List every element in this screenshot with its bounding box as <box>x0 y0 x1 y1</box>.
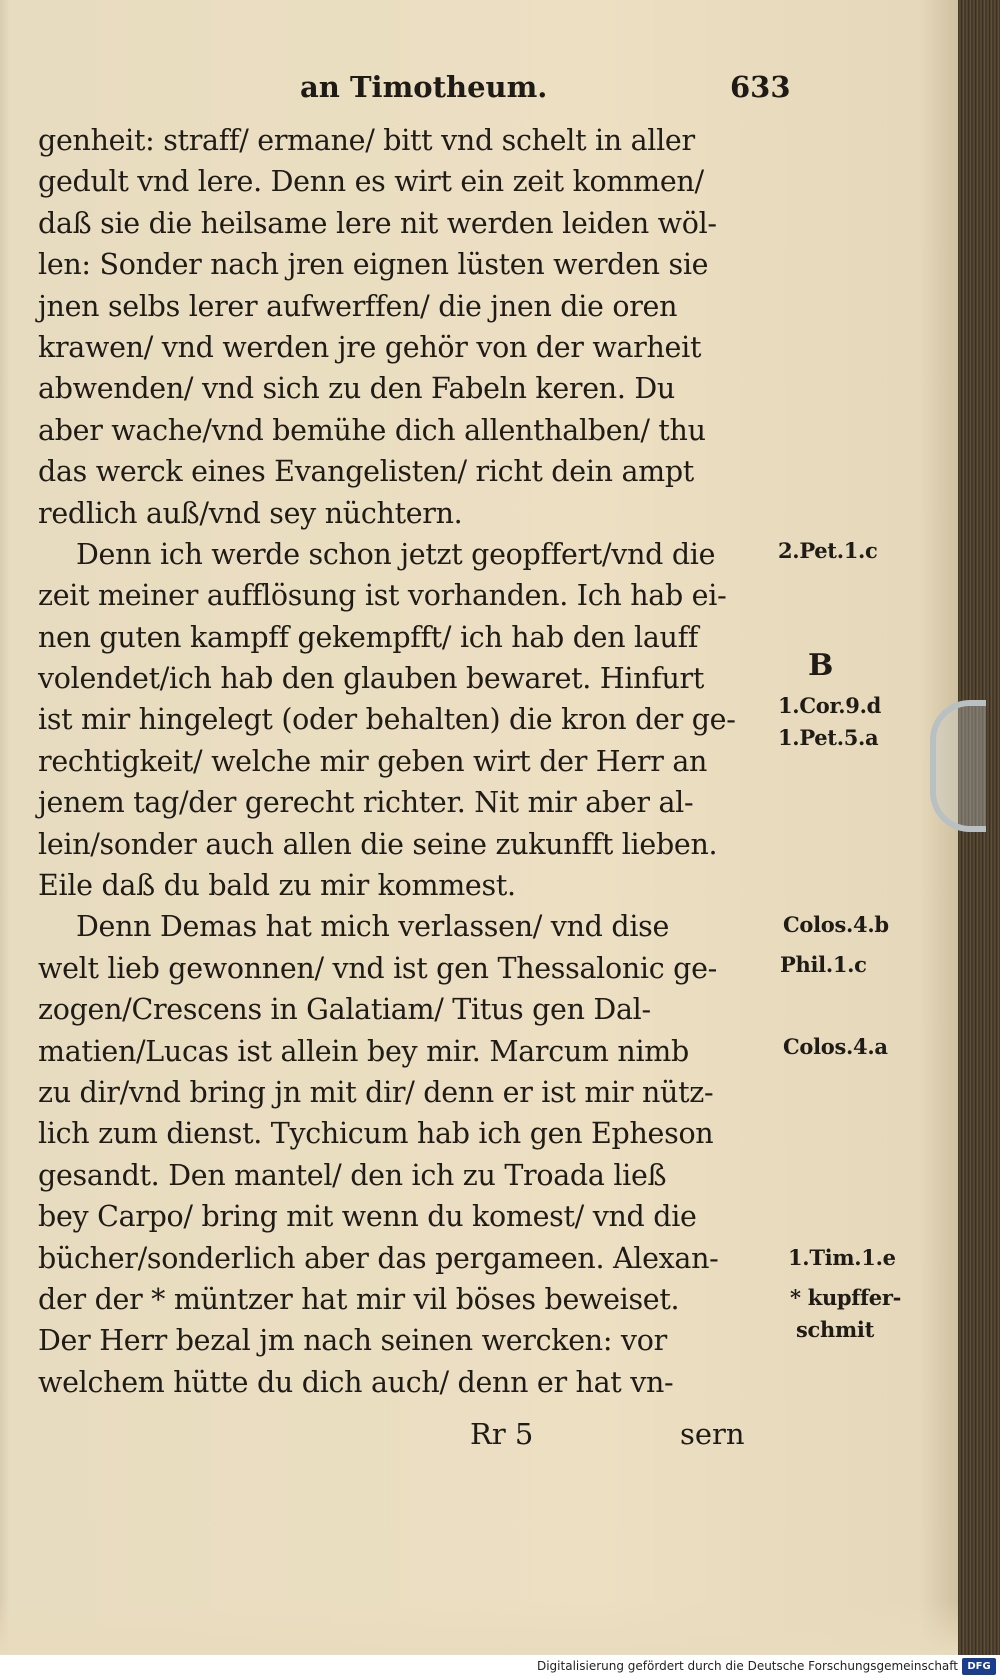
margin-note: Phil.1.c <box>780 952 867 977</box>
text-line: daß sie die heilsame lere nit werden leiden wöl- <box>38 206 717 240</box>
margin-note: B <box>808 648 834 683</box>
text-line: jnen selbs lerer aufwerffen/ die jnen die oren <box>38 289 678 323</box>
text-line: das werck eines Evangelisten/ richt dein ampt <box>38 455 694 489</box>
margin-note: 1.Tim.1.e <box>788 1245 896 1270</box>
margin-note: Colos.4.b <box>783 912 889 937</box>
text-line: Der Herr bezal jm nach seinen wercken: vor <box>38 1324 667 1358</box>
text-line: zu dir/vnd bring jn mit dir/ denn er ist mir nütz- <box>38 1075 714 1109</box>
text-line: welt lieb gewonnen/ vnd ist gen Thessalonic ge- <box>38 951 717 985</box>
text-line: lich zum dienst. Tychicum hab ich gen Epheson <box>38 1117 714 1151</box>
catchline <box>470 1417 760 1461</box>
text-line: ist mir hingelegt (oder behalten) die kron der ge- <box>38 703 736 737</box>
margin-note: 1.Cor.9.d <box>778 693 881 718</box>
text-line: bey Carpo/ bring mit wenn du komest/ vnd die <box>38 1200 697 1234</box>
text-line: len: Sonder nach jren eignen lüsten werden sie <box>38 248 709 282</box>
text-line: lein/sonder auch allen die seine zukunfft lieben. <box>38 827 718 861</box>
margin-note: Colos.4.a <box>783 1034 888 1059</box>
text-line: matien/Lucas ist allein bey mir. Marcum nimb <box>38 1034 689 1068</box>
text-line: abwenden/ vnd sich zu den Fabeln keren. Du <box>38 372 675 406</box>
text-line: redlich auß/vnd sey nüchtern. <box>38 496 463 530</box>
margin-note: * kupffer- <box>790 1285 902 1310</box>
text-line: genheit: straff/ ermane/ bitt vnd schelt in aller <box>38 124 695 157</box>
running-title: an Timotheum. <box>300 70 548 104</box>
text-line: zogen/Crescens in Galatiam/ Titus gen Dal- <box>38 993 651 1027</box>
margin-note: 2.Pet.1.c <box>778 538 878 563</box>
text-line: bücher/sonderlich aber das pergameen. Alexan- <box>38 1241 719 1275</box>
text-line: Eile daß du bald zu mir kommest. <box>38 869 516 903</box>
bottom-margin <box>0 1600 958 1655</box>
paper-clip <box>930 700 986 832</box>
margin-note: schmit <box>796 1317 874 1342</box>
text-line: welchem hütte du dich auch/ denn er hat vn- <box>38 1365 674 1399</box>
body-text <box>38 120 902 1403</box>
text-line: rechtigkeit/ welche mir geben wirt der Herr an <box>38 744 708 778</box>
signature-mark: Rr 5 <box>470 1417 534 1451</box>
text-line: zeit meiner aufflösung ist vorhanden. Ich hab ei- <box>38 579 727 613</box>
digitization-footer <box>0 1655 1000 1679</box>
catchword: sern <box>680 1417 745 1451</box>
text-line: nen guten kampff gekempfft/ ich hab den lauff <box>38 620 699 654</box>
text-line: jenem tag/der gerecht richter. Nit mir aber al- <box>38 786 694 820</box>
text-line: Denn Demas hat mich verlassen/ vnd dise <box>76 910 670 944</box>
dfg-logo: DFG <box>962 1658 996 1675</box>
text-line: gedult vnd lere. Denn es wirt ein zeit kommen/ <box>38 165 704 199</box>
page-header <box>300 70 791 110</box>
text-line: krawen/ vnd werden jre gehör von der warheit <box>38 330 702 364</box>
text-line: gesandt. Den mantel/ den ich zu Troada ließ <box>38 1158 667 1192</box>
text-line: aber wache/vnd bemühe dich allenthalben/ thu <box>38 413 706 447</box>
text-line: Denn ich werde schon jetzt geopffert/vnd die <box>76 537 716 571</box>
text-line: der der * müntzer hat mir vil böses beweiset. <box>38 1282 680 1316</box>
funding-credit: Digitalisierung gefördert durch die Deutsche Forschungsgemeinschaft <box>536 1659 958 1673</box>
text-line: volendet/ich hab den glauben bewaret. Hinfurt <box>38 662 705 696</box>
folio-number: 633 <box>730 70 791 104</box>
margin-note: 1.Pet.5.a <box>778 725 879 750</box>
